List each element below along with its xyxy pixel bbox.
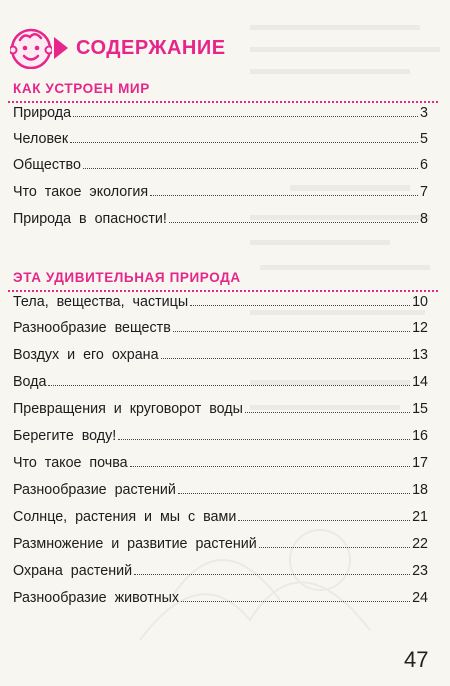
toc-entry-title: Разнообразие веществ [13,320,171,336]
toc-entry-title: Охрана растений [13,563,133,579]
toc-entry[interactable] [13,482,428,502]
toc-entry-title: Берегите воду! [13,428,117,444]
dot-leader [238,520,410,521]
toc-entry-page: 21 [412,509,428,525]
toc-entry-title: Природа [13,105,72,121]
toc-entry-title: Что такое экология [13,184,149,200]
section-divider [8,101,438,103]
dot-leader [178,493,410,494]
dot-leader [130,466,410,467]
toc-entry[interactable] [13,401,428,421]
toc-entry[interactable] [13,131,428,151]
toc-entry[interactable] [13,455,428,475]
contents-header [10,28,226,68]
toc-entry[interactable] [13,294,428,314]
dot-leader [245,412,410,413]
toc-entry-title: Превращения и круговорот воды [13,401,243,417]
toc-entry[interactable] [13,374,428,394]
toc-entry-page: 23 [412,563,428,579]
toc-entry-page: 6 [420,157,428,173]
toc-entry[interactable] [13,509,428,529]
section-divider [8,290,438,292]
dot-leader [118,439,410,440]
toc-entry[interactable] [13,590,428,610]
toc-entry-page: 16 [412,428,428,444]
toc-entry-page: 12 [412,320,428,336]
page-number: 47 [404,647,429,672]
toc-entry-title: Воздух и его охрана [13,347,159,363]
toc-entry-title: Природа в опасности! [13,211,167,227]
toc-entry-page: 3 [420,105,428,121]
toc-entry[interactable] [13,563,428,583]
toc-entry-page: 13 [412,347,428,363]
toc-entry[interactable] [13,211,428,231]
dot-leader [173,331,410,332]
toc-entry[interactable] [13,320,428,340]
toc-entry-page: 24 [412,590,428,606]
toc-entry-page: 8 [420,211,428,227]
toc-entry-title: Солнце, растения и мы с вами [13,509,237,525]
dot-leader [48,385,410,386]
child-face-icon [10,27,52,69]
dot-leader [150,195,418,196]
toc-entry-page: 17 [412,455,428,471]
toc-entry-page: 15 [412,401,428,417]
triangle-arrow-icon [54,37,68,59]
dot-leader [169,222,418,223]
dot-leader [161,358,411,359]
page-title: СОДЕРЖАНИЕ [76,36,226,59]
toc-entry-title: Разнообразие растений [13,482,176,498]
toc-entry-page: 5 [420,131,428,147]
toc-entry-title: Человек [13,131,69,147]
dot-leader [83,168,418,169]
dot-leader [259,547,410,548]
toc-entry-page: 7 [420,184,428,200]
toc-entry-page: 22 [412,536,428,552]
dot-leader [73,116,418,117]
toc-entry-title: Вода [13,374,47,390]
toc-entry-title: Разнообразие животных [13,590,180,606]
toc-entry[interactable] [13,105,428,125]
toc-entry[interactable] [13,347,428,367]
toc-entry[interactable] [13,536,428,556]
section-heading: ЭТА УДИВИТЕЛЬНАЯ ПРИРОДА [13,270,241,285]
toc-entry-title: Тела, вещества, частицы [13,294,189,310]
toc-entry[interactable] [13,184,428,204]
toc-entry-page: 18 [412,482,428,498]
dot-leader [181,601,410,602]
toc-entry[interactable] [13,428,428,448]
dot-leader [70,142,418,143]
toc-entry-title: Размножение и развитие растений [13,536,257,552]
toc-entry-title: Общество [13,157,81,173]
dot-leader [190,305,410,306]
toc-entry[interactable] [13,157,428,177]
dot-leader [134,574,410,575]
section-heading: КАК УСТРОЕН МИР [13,81,150,96]
toc-entry-page: 10 [412,294,428,310]
toc-entry-title: Что такое почва [13,455,128,471]
toc-entry-page: 14 [412,374,428,390]
